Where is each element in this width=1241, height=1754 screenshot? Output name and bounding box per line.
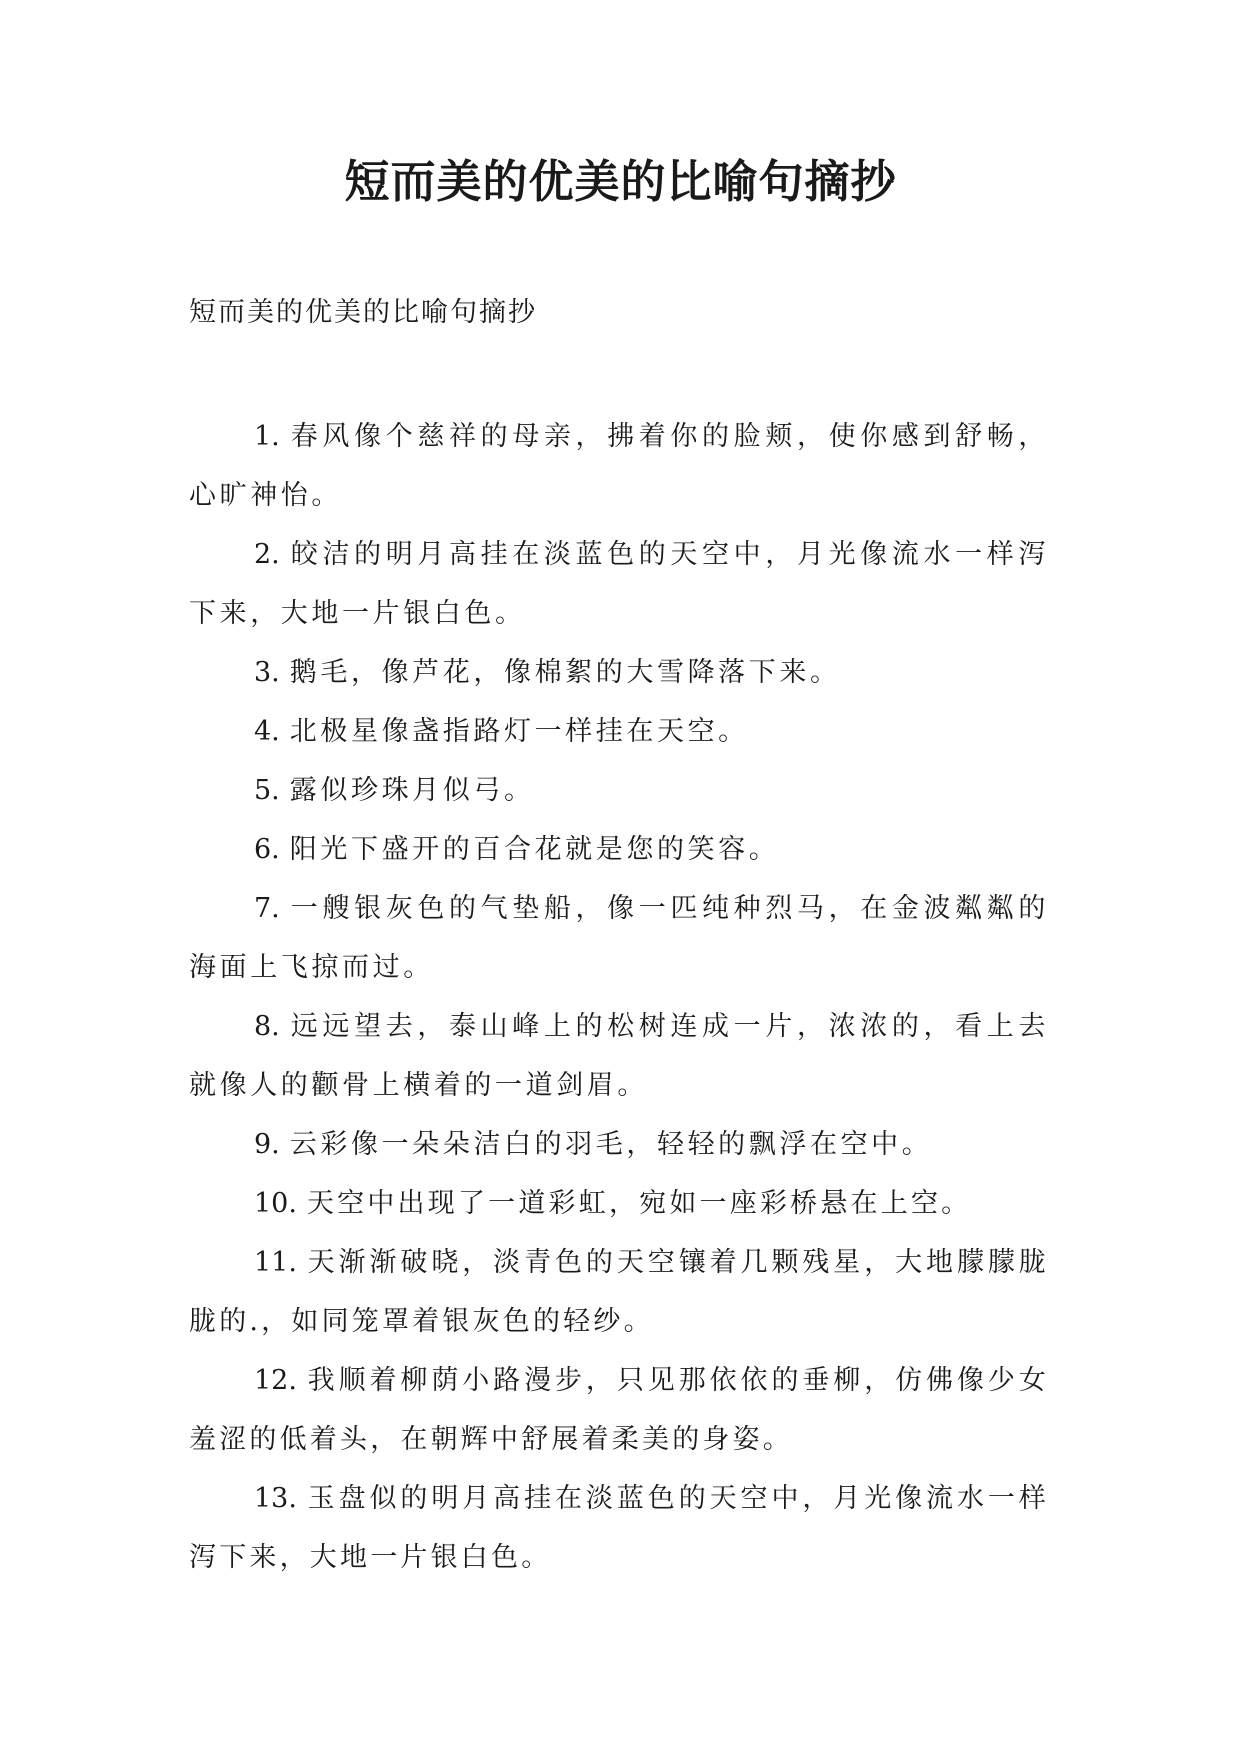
- item-number: 11.: [254, 1247, 297, 1278]
- item-number: 8.: [254, 1011, 280, 1042]
- item-number: 1.: [254, 421, 280, 452]
- item-number: 7.: [254, 893, 280, 924]
- list-item: [189, 1233, 1049, 1351]
- item-number: 3.: [254, 657, 280, 688]
- list-item: [189, 1469, 1049, 1587]
- list-item: [189, 761, 1049, 820]
- item-number: 9.: [254, 1129, 280, 1160]
- list-item: [189, 525, 1049, 643]
- item-text: 一艘银灰色的气垫船，像一匹纯种烈马，在金波粼粼的海面上飞掠而过。: [189, 893, 1049, 983]
- document-subtitle: 短而美的优美的比喻句摘抄: [189, 297, 537, 328]
- item-text: 北极星像盏指路灯一样挂在天空。: [289, 716, 749, 747]
- document-body: [189, 407, 1049, 1587]
- list-item: [189, 1174, 1049, 1233]
- item-text: 玉盘似的明月高挂在淡蓝色的天空中，月光像流水一样泻下来，大地一片银白色。: [189, 1483, 1049, 1573]
- list-item: [189, 997, 1049, 1115]
- item-number: 4.: [254, 716, 280, 747]
- document-title: 短而美的优美的比喻句摘抄: [344, 155, 897, 208]
- item-text: 云彩像一朵朵洁白的羽毛，轻轻的飘浮在空中。: [289, 1129, 933, 1160]
- item-text: 皎洁的明月高挂在淡蓝色的天空中，月光像流水一样泻下来，大地一片银白色。: [189, 539, 1049, 629]
- item-text: 远远望去，泰山峰上的松树连成一片，浓浓的，看上去就像人的颧骨上横着的一道剑眉。: [189, 1011, 1049, 1101]
- item-number: 5.: [254, 775, 280, 806]
- item-number: 13.: [254, 1483, 297, 1514]
- item-text: 天渐渐破晓，淡青色的天空镶着几颗残星，大地朦朦胧胧的.，如同笼罩着银灰色的轻纱。: [189, 1247, 1049, 1337]
- item-text: 鹅毛，像芦花，像棉絮的大雪降落下来。: [289, 657, 841, 688]
- item-number: 6.: [254, 834, 280, 865]
- item-number: 10.: [254, 1188, 297, 1219]
- list-item: [189, 1115, 1049, 1174]
- item-text: 阳光下盛开的百合花就是您的笑容。: [289, 834, 780, 865]
- list-item: [189, 702, 1049, 761]
- item-text: 天空中出现了一道彩虹，宛如一座彩桥悬在上空。: [306, 1188, 972, 1219]
- list-item: [189, 1351, 1049, 1469]
- list-item: [189, 879, 1049, 997]
- list-item: [189, 407, 1049, 525]
- item-number: 2.: [254, 539, 280, 570]
- list-item: [189, 820, 1049, 879]
- item-number: 12.: [254, 1365, 297, 1396]
- list-item: [189, 643, 1049, 702]
- item-text: 春风像个慈祥的母亲，拂着你的脸颊，使你感到舒畅，心旷神怡。: [189, 421, 1049, 511]
- item-text: 露似珍珠月似弓。: [289, 775, 535, 806]
- item-text: 我顺着柳荫小路漫步，只见那依依的垂柳，仿佛像少女羞涩的低着头，在朝辉中舒展着柔美的身姿。: [189, 1365, 1049, 1455]
